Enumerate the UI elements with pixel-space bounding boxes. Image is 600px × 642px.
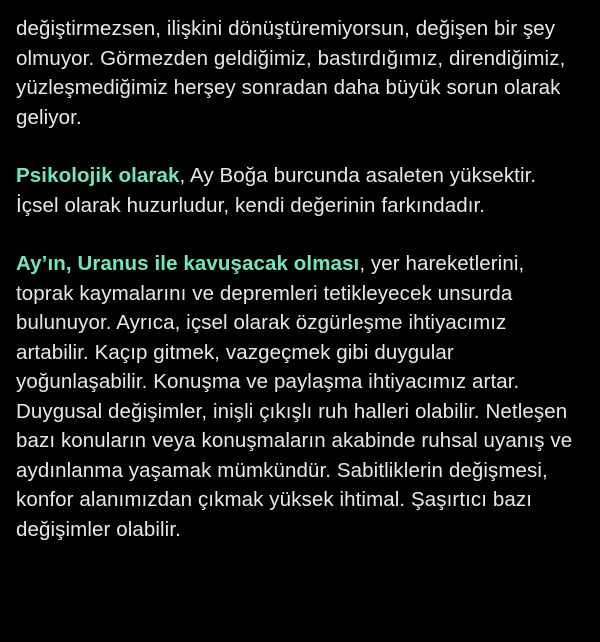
text-run: , Ay Boğa burcunda asaleten yüksektir. İçsel olarak huzurludur, kendi değerinin farkındadır. <box>16 164 537 217</box>
paragraph-1 <box>16 14 584 132</box>
text-run: , yer hareketlerini, toprak kaymalarını ve depremleri tetikleyecek unsurda bulunuyor. Ayrıca, içsel olarak özgürleşme ihtiyacımız artabilir. Kaçıp gitmek, vazgeçmek gibi duygular yoğunlaşabilir. Konuşma ve paylaşma ihtiyacımız artar. Duygusal değişimler, inişli çıkışlı ruh halleri olabilir. Netleşen bazı konuların veya konuşmaların akabinde ruhsal uyanış ve aydınlanma yaşamak mümkündür. Sabitliklerin değişmesi, konfor alanımızdan çıkmak yüksek ihtimal. Şaşırtıcı bazı değişimler olabilir. <box>16 252 573 541</box>
highlighted-text-run: Ay’ın, Uranus ile kavuşacak olması <box>16 252 360 275</box>
paragraph-3 <box>16 249 584 544</box>
paragraph-2 <box>16 161 584 220</box>
highlighted-text-run: Psikolojik olarak <box>16 164 180 187</box>
text-run: değiştirmezsen, ilişkini dönüştüremiyorsun, değişen bir şey olmuyor. Görmezden geldiğimiz, bastırdığımız, direndiğimiz, yüzleşmediğimiz herşey sonradan daha büyük sorun olarak geliyor. <box>16 17 566 129</box>
